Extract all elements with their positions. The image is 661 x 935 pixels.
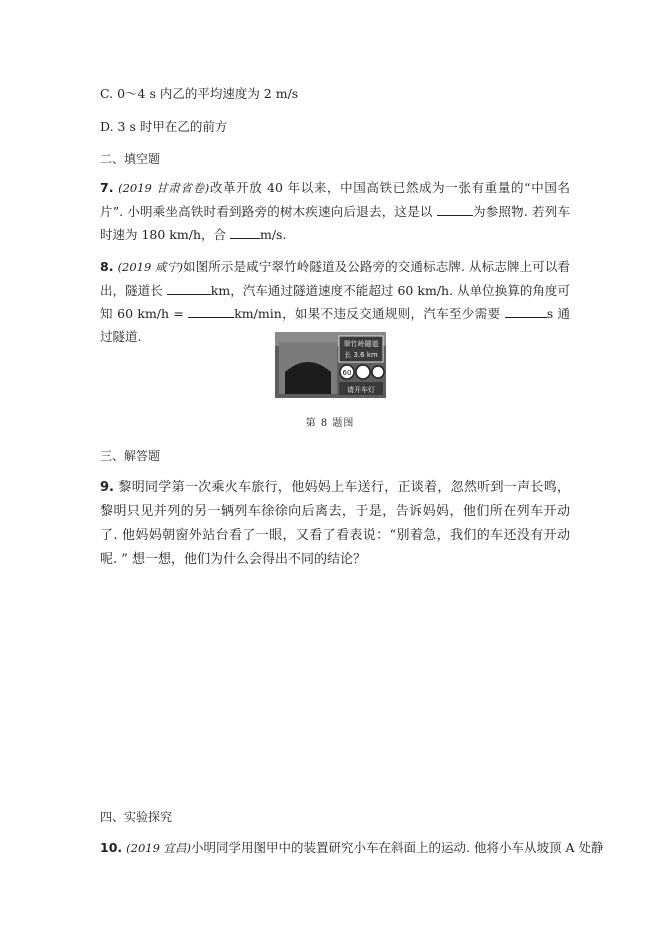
question-7-source: (2019 甘肃省卷) — [118, 181, 210, 195]
option-c: C. 0～4 s 内乙的平均速度为 2 m/s — [100, 86, 299, 101]
question-7-text-1: 改革开放 40 年以来，中国高铁已然成为一张有重量的“中国名片”. 小明乘坐高铁时看到路旁的树木疾速向后退去，这是以 — [100, 180, 570, 219]
sign-headlights-note: 请开车灯 — [347, 386, 375, 394]
answer-blank-8a[interactable] — [167, 281, 211, 295]
question-8-number: 8. — [100, 259, 114, 274]
question-7-number: 7. — [100, 180, 114, 195]
answer-area-9[interactable] — [100, 570, 570, 790]
question-8-text-4: s 通过隧道. — [100, 306, 570, 344]
answer-blank-8c[interactable] — [505, 304, 547, 318]
question-9-number: 9. — [100, 480, 114, 495]
question-7-text-2: 为参照物. 若列车时速为 180 km/h，合 — [100, 204, 570, 242]
question-8-text-2: km，汽车通过隧道速度不能超过 60 km/h. 从单位换算的角度可知 60 km/h = — [100, 283, 570, 321]
sign-tunnel-length: 长 3.6 km — [344, 351, 378, 359]
question-10-source: (2019 宜昌) — [126, 841, 192, 855]
question-7 — [100, 176, 570, 246]
answer-blank-8b[interactable] — [188, 304, 234, 318]
question-9 — [100, 476, 570, 572]
question-10-number: 10. — [100, 840, 123, 855]
option-d: D. 3 s 时甲在乙的前方 — [100, 119, 228, 134]
answer-blank-7b[interactable] — [230, 225, 260, 239]
tunnel-sign-drawing — [275, 332, 386, 398]
figure-8-caption: 第 8 题图 — [305, 418, 355, 429]
answer-blank-7a[interactable] — [437, 202, 473, 216]
sign-tunnel-name: 翠竹岭隧道 — [343, 340, 379, 348]
question-7-text-3: m/s. — [259, 227, 287, 242]
question-9-text: 黎明同学第一次乘火车旅行，他妈妈上车送行，正谈着，忽然听到一声长鸣，黎明只见并列的另一辆列车徐徐向后离去，于是，告诉妈妈，他们所在列车开动了. 他妈妈朝窗外站台看了一眼，又看了看表说：“别着急，我们的车还没有开动呢. ” 想一想，他们为什么会得出不同的结论？ — [100, 480, 570, 567]
tunnel-sign-photo — [275, 332, 386, 398]
section-fill-title: 二、填空题 — [100, 152, 161, 166]
question-8-text-1: 如图所示是咸宁翠竹岭隧道及公路旁的交通标志牌. 从标志牌上可以看出，隧道长 — [100, 259, 570, 298]
sign-speed-limit: 60 — [342, 369, 352, 377]
section-experiment-title: 四、实验探究 — [100, 810, 173, 824]
section-answer-title: 三、解答题 — [100, 449, 161, 463]
question-8-text-3: km/min，如果不违反交通规则，汽车至少需要 — [234, 306, 501, 321]
question-10-text: 小明同学用图甲中的装置研究小车在斜面上的运动. 他将小车从坡顶 A 处静 — [191, 840, 604, 855]
question-10 — [100, 840, 603, 856]
question-8-source: (2019 咸宁) — [117, 260, 183, 274]
